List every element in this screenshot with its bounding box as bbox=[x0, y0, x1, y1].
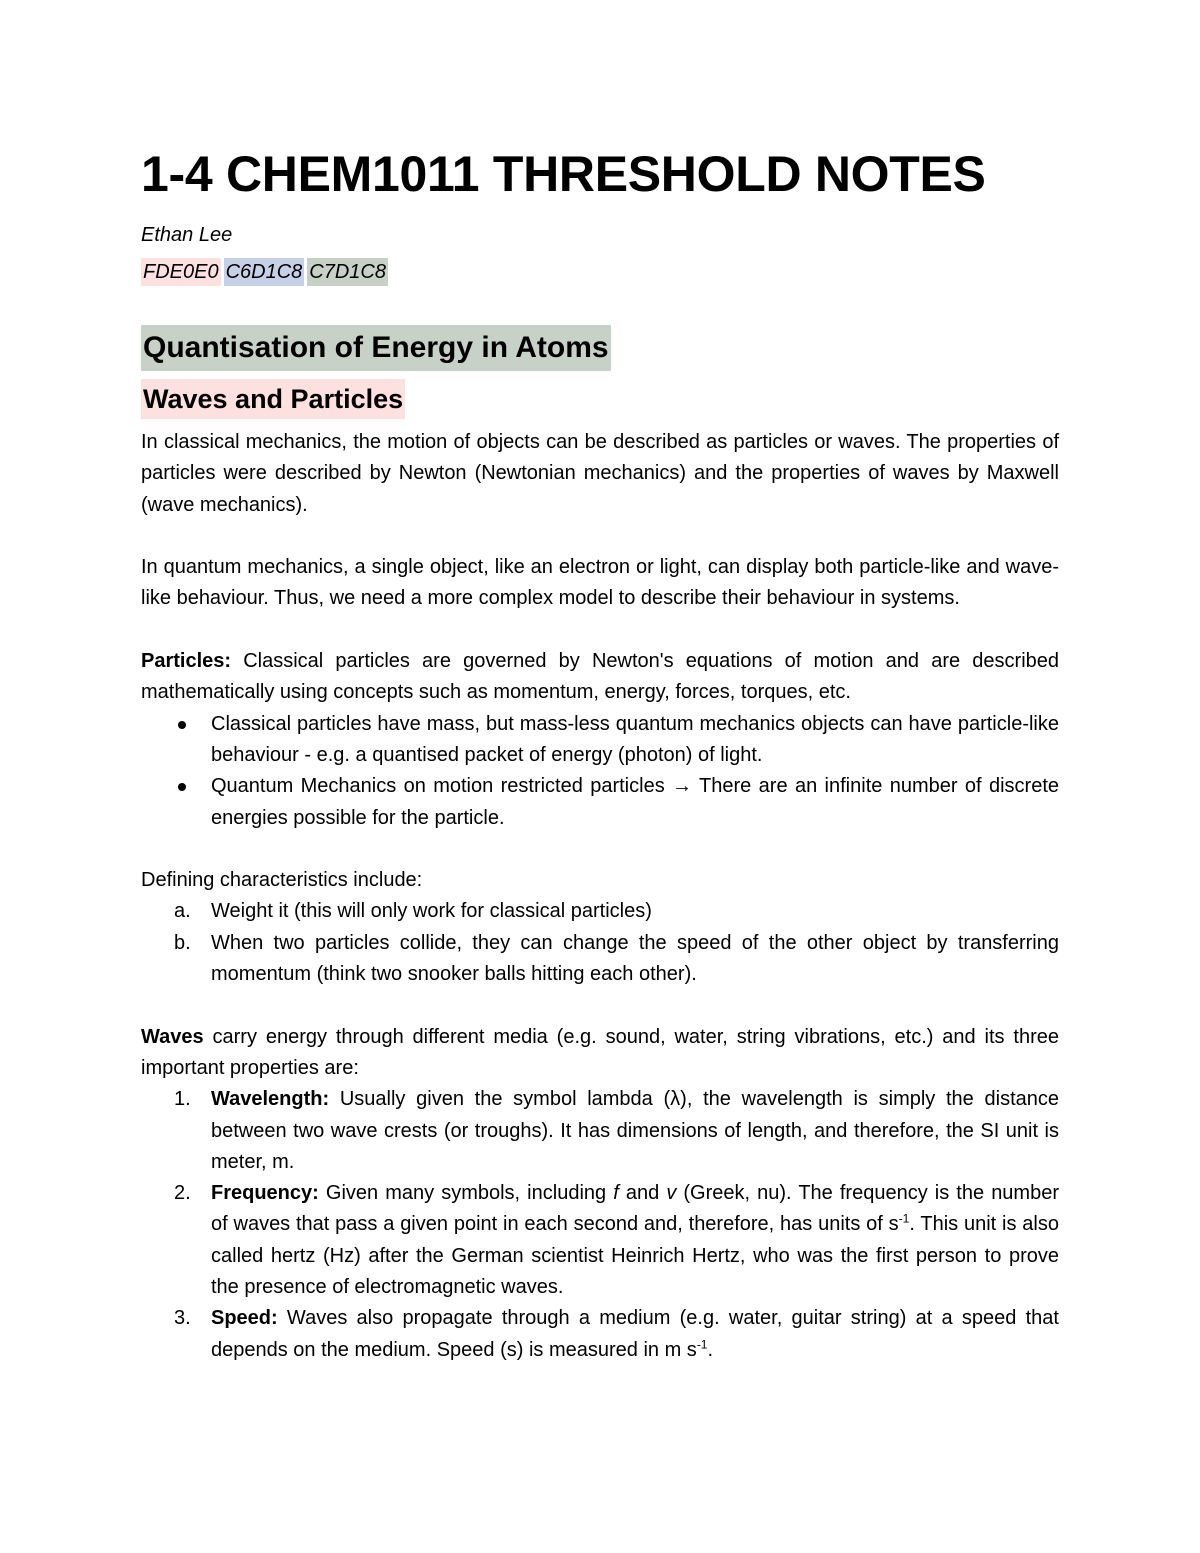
author-name: Ethan Lee bbox=[141, 224, 233, 246]
bullet-icon bbox=[178, 721, 186, 729]
paragraph-particles bbox=[141, 646, 1059, 709]
document-body bbox=[141, 427, 1059, 1366]
particles-bullet-list bbox=[141, 709, 1059, 834]
subsection-heading: Waves and Particles bbox=[141, 379, 405, 419]
bullet-icon bbox=[178, 783, 186, 791]
particles-text: Classical particles are governed by Newton's equations of motion and are described mathematically using concepts such as momentum, energy, forces, torques, etc. bbox=[141, 650, 1059, 704]
waves-label: Waves bbox=[141, 1025, 204, 1048]
waves-text: carry energy through different media (e.g. sound, water, string vibrations, etc.) and its three important properties are: bbox=[141, 1025, 1059, 1079]
list-marker: 1. bbox=[174, 1088, 191, 1111]
paragraph-quantum: In quantum mechanics, a single object, like an electron or light, can display both particle-like and wave-like behaviour. Thus, we need a more complex model to describe their behaviour in systems. bbox=[141, 556, 1059, 610]
list-item: b. When two particles collide, they can change the speed of the other object by transferring momentum (think two snooker balls hitting each other). bbox=[141, 928, 1059, 991]
list-item: Classical particles have mass, but mass-less quantum mechanics objects can have particle-like behaviour - e.g. a quantised packet of energy (photon) of light. bbox=[141, 709, 1059, 772]
swatch-green: C7D1C8 bbox=[307, 258, 388, 286]
list-marker: b. bbox=[174, 931, 191, 954]
list-marker: a. bbox=[174, 900, 191, 923]
list-marker: 3. bbox=[174, 1307, 191, 1330]
list-item: Quantum Mechanics on motion restricted particles → There are an infinite number of discrete energies possible for the particle. bbox=[141, 771, 1059, 834]
defining-intro: Defining characteristics include: bbox=[141, 869, 423, 892]
list-item: 3. Speed: Waves also propagate through a medium (e.g. water, guitar string) at a speed that depends on the medium. Speed (s) is measured in m $s^{-1}$. bbox=[141, 1303, 1059, 1366]
wave-properties-list bbox=[141, 1084, 1059, 1366]
list-item: a. Weight it (this will only work for classical particles) bbox=[141, 896, 1059, 927]
color-swatches bbox=[141, 258, 391, 286]
paragraph-classical: In classical mechanics, the motion of objects can be described as particles or waves. The properties of particles were described by Newton (Newtonian mechanics) and the properties of waves by Maxwell (wave mechanics). bbox=[141, 431, 1059, 516]
document-title: 1-4 CHEM1011 THRESHOLD NOTES bbox=[141, 146, 986, 202]
swatch-pink: FDE0E0 bbox=[141, 258, 221, 286]
list-marker: 2. bbox=[174, 1182, 191, 1205]
defining-list bbox=[141, 896, 1059, 990]
paragraph-waves bbox=[141, 1022, 1059, 1085]
list-item: 1. Wavelength: Usually given the symbol lambda (λ), the wavelength is simply the distance between two wave crests (or troughs). It has dimensions of length, and therefore, the SI unit is meter, m. bbox=[141, 1084, 1059, 1178]
section-heading: Quantisation of Energy in Atoms bbox=[141, 325, 611, 371]
particles-label: Particles: bbox=[141, 650, 232, 673]
list-item: 2. Frequency: Given many symbols, including f and v (Greek, nu). The frequency is the number of waves that pass a given point in each second and, therefore, has units of $s^{-1}$. This unit is also called hertz (Hz) after the German scientist Heinrich Hertz, who was the first person to prove the presence of electromagnetic waves. bbox=[141, 1178, 1059, 1303]
swatch-blue: C6D1C8 bbox=[224, 258, 305, 286]
